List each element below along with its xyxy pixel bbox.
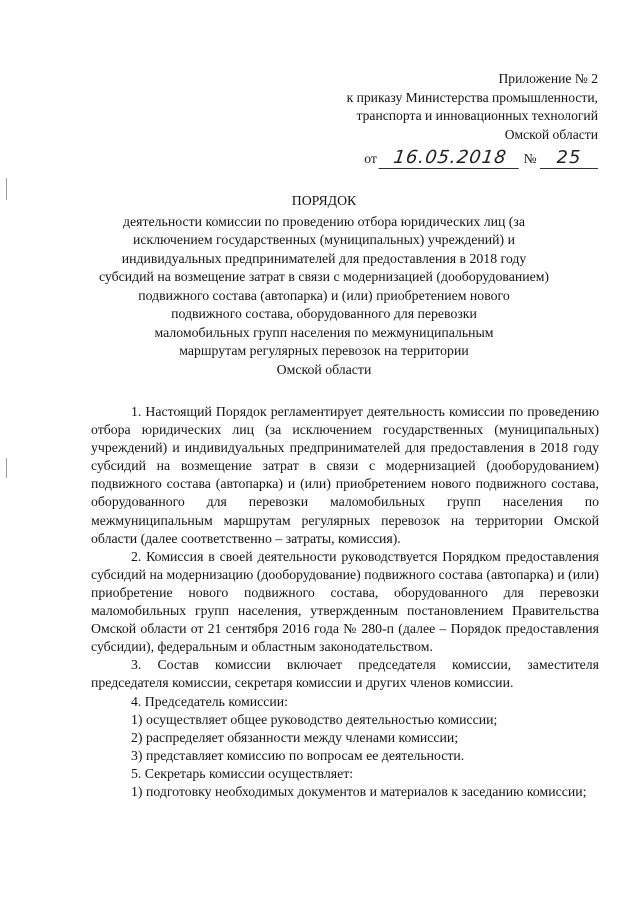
- title-line: субсидий на возмещение затрат в связи с модернизацией (дооборудованием): [98, 269, 550, 284]
- appendix-number: Приложение № 2: [498, 71, 598, 86]
- appendix-order-ref: к приказу Министерства промышленности,: [346, 89, 598, 105]
- title-line: подвижного состава, оборудованного для перевозки: [171, 306, 477, 321]
- order-date-line: [278, 148, 598, 169]
- number-label: №: [523, 151, 537, 166]
- handwritten-number: 25: [540, 148, 598, 169]
- scan-edge-mark-bottom: [6, 458, 7, 478]
- document-body: [91, 403, 599, 801]
- list-item: 3) представляет комиссию по вопросам ее деятельности.: [131, 747, 465, 763]
- title-line: деятельности комиссии по проведению отбора юридических лиц (за: [123, 213, 525, 229]
- list-item: 1) подготовку необходимых документов и материалов к заседанию комиссии;: [131, 783, 587, 799]
- appendix-block: [278, 70, 598, 169]
- title-line: подвижного состава (автопарка) и (или) приобретением нового: [138, 287, 510, 303]
- title-line: маршрутам регулярных перевозок на территории: [179, 343, 469, 358]
- document-title: [84, 192, 564, 379]
- appendix-ministry: транспорта и инновационных технологий: [356, 108, 598, 123]
- title-line: маломобильных групп населения по межмуниципальным: [154, 324, 494, 340]
- paragraph: 3. Состав комиссии включает председателя комиссии, заместителя председателя комиссии, секретаря комиссии и других членов комиссии.: [91, 657, 599, 691]
- scan-edge-mark-top: [6, 178, 7, 200]
- from-label: от: [364, 151, 377, 166]
- title-line: индивидуальных предпринимателей для предоставления в 2018 году: [121, 250, 527, 266]
- title-line: исключением государственных (муниципальных) учреждений) и: [133, 232, 515, 247]
- appendix-region: Омской области: [504, 126, 598, 142]
- paragraph: 5. Секретарь комиссии осуществляет:: [131, 765, 354, 781]
- paragraph: 1. Настоящий Порядок регламентирует деятельность комиссии по проведению отбора юридических лиц (за исключением государственных (муниципальных) учреждений) и индивидуальных предпринимателей для предоставления в 2018 году субсидий на возмещение затрат в связи с модернизацией (дооборудованием) подвижного состава (автопарка) и (или) приобретением нового подвижного состава, оборудованного для перевозки маломобильных групп населения по межмуниципальным маршрутам регулярных перевозок на территории Омской области (далее соответственно – затраты, комиссия).: [91, 404, 599, 546]
- list-item: 1) осуществляет общее руководство деятельностью комиссии;: [131, 711, 498, 727]
- list-item: 2) распределяет обязанности между членами комиссии;: [131, 729, 459, 745]
- paragraph: 4. Председатель комиссии:: [131, 693, 289, 709]
- handwritten-date: 16.05.2018: [379, 148, 522, 169]
- title-heading: ПОРЯДОК: [291, 193, 357, 208]
- title-line: Омской области: [276, 361, 372, 377]
- paragraph: 2. Комиссия в своей деятельности руководствуется Порядком предоставления субсидий на модернизацию (дооборудование) подвижного состава (автопарка) и (или) приобретение нового подвижного состава, оборудованного для перевозки маломобильных групп населения, утвержденным постановлением Правительства Омской области от 21 сентября 2016 года № 280-п (далее – Порядок предоставления субсидии), федеральным и областным законодательством.: [91, 548, 599, 655]
